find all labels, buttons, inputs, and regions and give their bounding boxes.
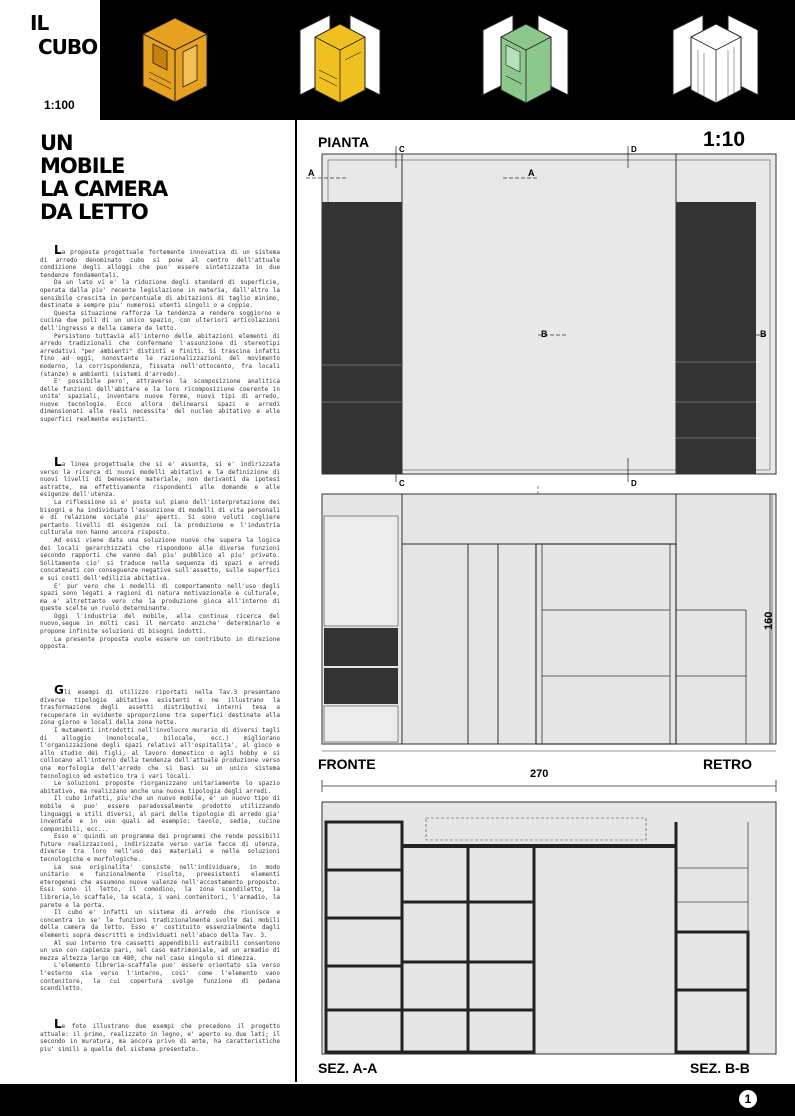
paragraph: La presente proposta vuole essere un contributo in direzione opposta. [40,635,280,651]
plan-right-cabinet [676,202,756,474]
section-marker-a: A [308,168,315,178]
width-dimension: 270 [530,768,549,780]
front-drawer [324,668,398,704]
front-label: FRONTE [318,756,376,772]
series-title-il: IL [30,11,49,35]
front-drawer [324,628,398,666]
paragraph: Ad essi viene data una soluzione nuove che supera la logica dei locali gerarchizzati che rispondono alle diverse funzioni secondo rapporti che vanno dal piu' pubblico al piu' privato. Solitamente cio' si traduce nella sequenza di spazi e arredi concatenati con conseguenze negative sull'assetto, sulle superfici e sui costi dell'edilizia abitativa. [40,536,280,582]
drop-cap: L [54,455,62,469]
drawing-scale: 1:10 [703,128,746,151]
paragraph: Il cubo infatti, piu'che un nuovo mobile, e' un nuovo tipo di mobile e puo' essere paradossalmente prodotto utilizzando linguaggi e stili diversi, al pari delle tipologie di arredo gia' inventate e in uso quali ad esempio: tavolo, sedie, cucine componibili, ecc... [40,795,280,833]
paragraph: Gli esempi di utilizzo riportati nella Tav.3 presentano diverse tipologie abitative esistenti e ne illustrano la trasformazione degli assetti distributivi interni tesa a recuperare in evidente sproporzione tra superfici destinate alla zona giorno e locali della zona notte. [40,683,280,727]
header-scale: 1:100 [44,98,75,112]
paragraph: Le foto illustrano due esempi che precedono il progetto attuale: il primo, realizzato in legno, e' aperto su due lati; il secondo in muratura, ma ancora privo di ante, ha caratteristiche piu' simili a quelle del sistema presentato. [40,1017,280,1053]
column-divider [295,120,297,1082]
paragraph: Oggi l'industria del mobile, alla continua ricerca del nuovo,segue in molti casi il mercato anziche' determinarlo e propone infinite soluzioni di bisogni indotti. [40,612,280,636]
back-label: RETRO [703,756,752,772]
article-section-1 [40,243,280,424]
section-marker-b: B [760,329,767,339]
article-title [40,132,167,224]
drop-cap: L [54,243,62,257]
section-marker-c: C [399,145,405,154]
article-section-4 [40,1017,280,1053]
section-bb-label: SEZ. B-B [690,1060,750,1076]
plan-label: PIANTA [318,134,370,150]
paragraph: La sua originalita' consiste nell'individuare, in modo unitario e funzionalmente risolto, preesistenti elementi eterogenei che assumono nuove valenze nell'accostamento proposto. Essi sono il letto, il comodino, la zona scendiletto, la libreria,lo scaffale, la scala, i vani contenitori, l'armadio, la parete e la porta. [40,863,280,909]
paragraph: I mutamenti introdotti nell'involucro murario di diversi tagli di alloggio (monolocale, bilocale, ecc.) migliorano l'organizzazione degli spazi relativi all'ospitalita', al gioco e allo studio dei figli, al lavoro domestico o agli hobby e si collocano all'interno della tendenza dell'attuale produzione verso una morfologia dell'arredo che si basi su un unico sistema tecnologico ed estetico tra i vari locali. [40,726,280,780]
white-cube-icon [668,10,763,110]
paragraph: Al suo interno tre cassetti appendibili estraibili consentono un uso con capienza pari, nel caso matrimoniale, ad un armadio di mezza altezza largo cm 480, che nel caso singolo si dimezza. [40,939,280,962]
drop-cap: G [54,683,64,697]
title-line: MOBILE [40,154,125,178]
series-title-cubo: CUBO [38,35,98,59]
footer-band [0,1084,795,1116]
paragraph: L'elemento libreria-scaffale puo' essere orientato sia verso l'esterno sia verso l'interno, cosi' come l'elemento vano contenitore, la cui copertura svolge funzione di pedana scendiletto. [40,962,280,993]
paragraph: Le soluzioni proposte riorganizzano unitariamente lo spazio abitativo, ma realizzano anche una nuova tipologia degli arredi. [40,780,280,795]
section-marker-d: D [631,479,637,488]
orange-cube-icon [135,10,215,110]
plan-drawing [298,140,788,490]
title-line: LA CAMERA [40,177,168,201]
paragraph: La proposta progettuale fortemente innovativa di un sistema di arredo denominato cubo si pone al centro dell'attuale condizione degli alloggi che puo' essere sintetizzata in due tendenze fondamentali. [40,243,280,279]
paragraph: Il cubo e' infatti un sistema di arredo che riunisce e concentra in se' le funzioni tradizionalmente svolte dai mobili della camera da letto. Esso e' costituito essenzialmente dagli elementi sopra descritti e individuati nell'abaco della Tav. 3. [40,909,280,939]
header-band [0,0,795,120]
title-box [0,0,100,120]
section-aa-label: SEZ. A-A [318,1060,378,1076]
title-line: DA LETTO [40,200,148,224]
paragraph: Da un lato vi e' la riduzione degli standard di superficie, operata dalla piu' recente legislazione in materia, dall'altro la sensibile crescita in percentuale di abitazioni di taglio minimo, destinate a sempre piu' numerosi utenti singoli o a coppie. [40,279,280,310]
section-marker-a: A [528,168,535,178]
elevation-drawing [298,486,788,786]
section-marker-c: C [399,479,405,488]
width-dimension-line [298,780,788,794]
section-marker-d: D [631,145,637,154]
paragraph: La riflessione si e' posta sul piano dell'interpretazione dei bisogni e ha individuato l'assunzione di modelli di vita personali e di relazione sociale piu' aperti. Si sono voluti cogliere pertanto livelli di esigenze cui la produzione e l'industria culturale non hanno ancora risposto. [40,498,280,537]
yellow-cube-icon [295,10,385,110]
page-number: 1 [739,1090,757,1108]
paragraph: Esso e' quindi un programma dei programmi che rende possibili future realizzazioni, indirizzate verso varie facce di utenza, diverse tra loro nell'uso dei materiali e nelle soluzioni tecnologiche e morfologiche. [40,833,280,864]
article-section-3 [40,683,280,993]
paragraph: Questa situazione rafforza la tendenza a rendere soggiorno e cucina due poli di un unico spazio, con ulteriori articolazioni dell'ingresso e della camera da letto. [40,309,280,332]
height-dimension: 160 [763,611,775,630]
paragraph: La linea progettuale che si e' assunta, si e' indirizzata verso la ricerca di nuovi modelli abitativi e la definizione di nuovi livelli di benessere materiale, non derivanti da ipotesi astratte, ma effettivamente rispondenti alle domande e alle esigenze dell'utenza. [40,455,280,499]
paragraph: Persistono tuttavia all'interno delle abitazioni elementi di arredo tradizionali che confermano l'assunzione di stereotipi arredativi "per ambienti" distinti e finiti. Si trascina infatti fino ad oggi, nonostante le razionalizzazioni del movimento moderno, la corrispondenza, fissata nell'ottocento, fra locali (stanze) e ambienti (sistemi d'arredo). [40,332,280,378]
paragraph: E' possibile pero', attraverso la scomposizione analitica delle funzioni dell'abitare e la loro ricomposizione coerente in unita' spaziali, inventare nuove forme, nuovi tipi di arredo, nuove tecnologie. Ecco allora delinearsi spazi e arredi dimensionati alle reali necessita' del nucleo abitativo e alle superfici realmente esistenti. [40,378,280,424]
plan-left-cabinet [322,202,402,474]
section-drawing [298,798,788,1058]
paragraph: E' pur vero che i modelli di comportamento nell'uso degli spazi sono legati a ragioni di natura motivazionale e culturale, ma e' altrettanto vero che la produzione gioca all'interno di queste scelte un ruolo determinante. [40,582,280,613]
drop-cap: L [54,1017,62,1031]
section-marker-b: B [541,329,548,339]
title-line: UN [40,131,73,155]
article-section-2 [40,455,280,651]
green-cube-icon [478,10,573,110]
